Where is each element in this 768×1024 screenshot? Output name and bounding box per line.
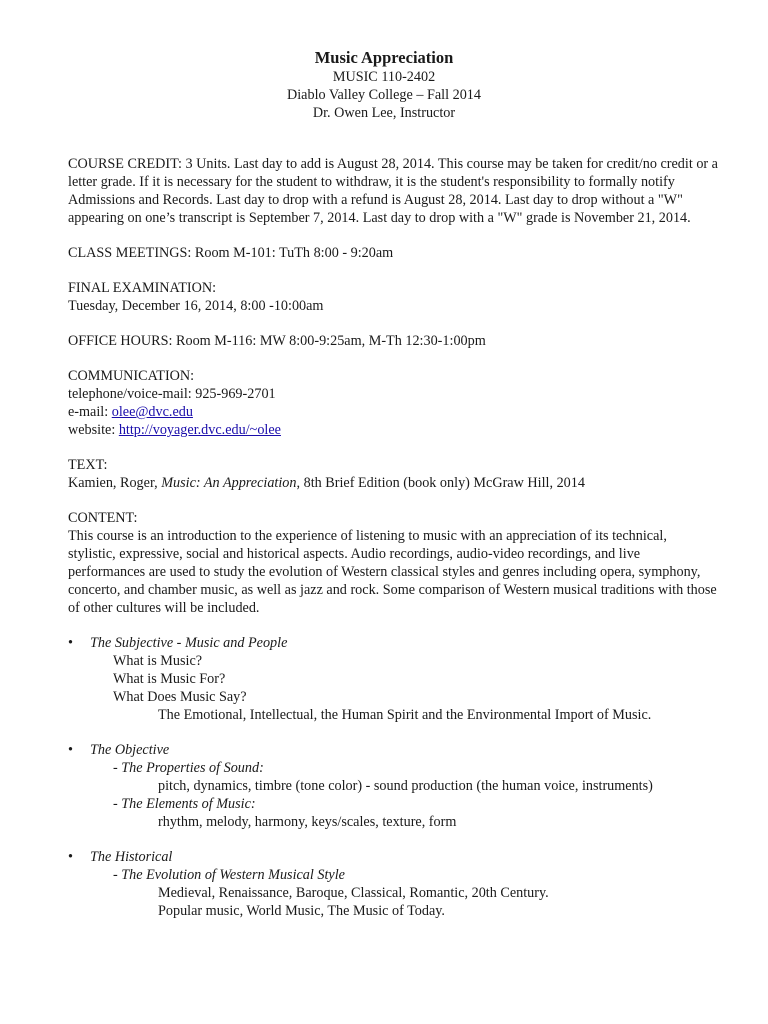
course-title: Music Appreciation bbox=[314, 48, 454, 67]
subjective-detail: The Emotional, Intellectual, the Human Spirit and the Environmental Import of Music. bbox=[158, 707, 652, 723]
textbook-citation bbox=[68, 474, 718, 492]
final-exam-label: FINAL EXAMINATION: bbox=[68, 280, 217, 296]
evolution-of-style: The Evolution of Western Musical Style bbox=[121, 867, 345, 883]
subjective-heading: The Subjective - Music and People bbox=[90, 635, 288, 651]
bullet-icon: • bbox=[68, 635, 73, 651]
office-hours: OFFICE HOURS: Room M-116: MW 8:00-9:25am, M-Th 12:30-1:00pm bbox=[68, 333, 486, 349]
course-code: MUSIC 110-2402 bbox=[332, 69, 436, 85]
document-body bbox=[68, 155, 718, 920]
textbook-author: Kamien, Roger, bbox=[68, 475, 162, 491]
final-exam-date: Tuesday, December 16, 2014, 8:00 -10:00am bbox=[68, 298, 324, 314]
subjective-question-3: What Does Music Say? bbox=[113, 689, 247, 705]
bullet-icon: • bbox=[68, 742, 73, 758]
historical-heading: The Historical bbox=[90, 849, 173, 865]
elements-of-music: The Elements of Music: bbox=[121, 796, 256, 812]
objective-detail-2: rhythm, melody, harmony, keys/scales, texture, form bbox=[158, 814, 457, 830]
outline-item-historical bbox=[68, 848, 718, 866]
textbook-title: Music: An Appreciation bbox=[161, 475, 297, 491]
instructor-name: Dr. Owen Lee, Instructor bbox=[312, 105, 456, 121]
website-line bbox=[68, 421, 718, 439]
class-meetings: CLASS MEETINGS: Room M-101: TuTh 8:00 - 9:20am bbox=[68, 245, 394, 261]
historical-subheading bbox=[68, 866, 718, 884]
outline-item-objective bbox=[68, 741, 718, 759]
textbook-details: , 8th Brief Edition (book only) McGraw Hill, 2014 bbox=[296, 475, 585, 491]
dash-marker: - bbox=[113, 867, 122, 883]
dash-marker: - bbox=[113, 760, 122, 776]
outline-item-subjective bbox=[68, 634, 718, 652]
document-header bbox=[0, 48, 768, 122]
website-label: website: bbox=[68, 422, 119, 438]
dash-marker: - bbox=[113, 796, 122, 812]
email-line bbox=[68, 403, 718, 421]
course-credit-paragraph: COURSE CREDIT: 3 Units. Last day to add is August 28, 2014. This course may be taken for credit/no credit or a letter grade. If it is necessary for the student to withdraw, it is the student's responsibility to formally notify Admissions and Records. Last day to drop with a refund is August 28, 2014. Last day to drop without a "W" appearing on one’s transcript is September 7, 2014. Last day to drop with a "W" grade is November 21, 2014. bbox=[68, 156, 718, 226]
historical-detail-2: Popular music, World Music, The Music of Today. bbox=[158, 903, 445, 919]
objective-subheading-1 bbox=[68, 759, 718, 777]
communication-label: COMMUNICATION: bbox=[68, 368, 195, 384]
telephone-line: telephone/voice-mail: 925-969-2701 bbox=[68, 386, 276, 402]
content-paragraph: This course is an introduction to the experience of listening to music with an appreciation of its technical, stylistic, expressive, social and historical aspects. Audio recordings, audio-video recordings, and live performances are used to study the evolution of Western classical styles and genres including opera, symphony, concerto, and chamber music, as well as jazz and rock. Some comparison of Western musical traditions with those of other cultures will be included. bbox=[68, 528, 717, 616]
bullet-icon: • bbox=[68, 849, 73, 865]
content-label: CONTENT: bbox=[68, 510, 138, 526]
text-label: TEXT: bbox=[68, 457, 108, 473]
college-term: Diablo Valley College – Fall 2014 bbox=[286, 87, 481, 103]
historical-detail-1: Medieval, Renaissance, Baroque, Classical, Romantic, 20th Century. bbox=[158, 885, 549, 901]
subjective-question-1: What is Music? bbox=[113, 653, 203, 669]
properties-of-sound: The Properties of Sound: bbox=[121, 760, 264, 776]
email-label: e-mail: bbox=[68, 404, 112, 420]
objective-detail-1: pitch, dynamics, timbre (tone color) - sound production (the human voice, instruments) bbox=[158, 778, 653, 794]
objective-heading: The Objective bbox=[90, 742, 170, 758]
objective-subheading-2 bbox=[68, 795, 718, 813]
subjective-question-2: What is Music For? bbox=[113, 671, 226, 687]
email-link[interactable]: olee@dvc.edu bbox=[111, 404, 193, 420]
website-link[interactable]: http://voyager.dvc.edu/~olee bbox=[118, 422, 281, 438]
